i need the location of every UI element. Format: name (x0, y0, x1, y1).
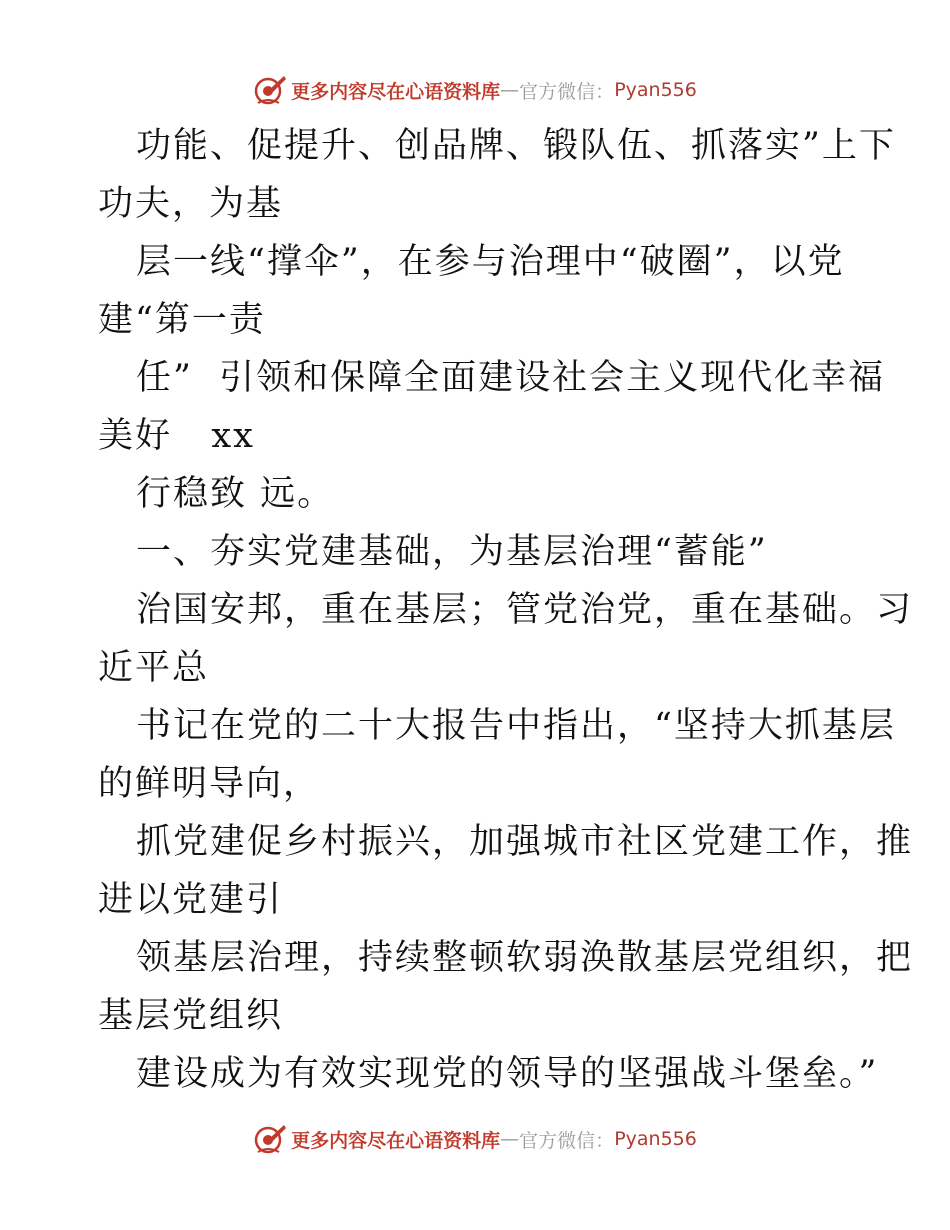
body-line: 建设成为有效实现党的领导的坚强战斗堡垒。” (136, 1054, 879, 1094)
pen-logo-icon (253, 73, 287, 107)
body-line: 进以党建引 (98, 880, 284, 920)
pen-logo-icon (253, 1122, 287, 1156)
footer-banner (0, 1119, 950, 1159)
banner-contact-label: 官方微信： (519, 1129, 615, 1152)
body-line: 任” 引领和保障全面建设社会主义现代化幸福 (136, 358, 886, 398)
body-line: 书记在党的二十大报告中指出，“坚持大抓基层 (136, 706, 896, 746)
body-line: 行稳致 远。 (136, 474, 335, 514)
body-line: 治国安邦，重在基层；管党治党，重在基础。习 (136, 590, 914, 630)
banner-dash: — (500, 79, 520, 101)
body-line: 功能、促提升、创品牌、锻队伍、抓落实”上下 (136, 126, 896, 166)
banner-account-id: Pyan556 (614, 79, 697, 101)
banner-main-text: 更多内容尽在心语资料库 (291, 1129, 501, 1152)
body-line: 的鲜明导向， (98, 764, 321, 804)
header-banner (0, 70, 950, 110)
section-heading: 一、夯实党建基础，为基层治理“蓄能” (136, 532, 768, 572)
banner-contact-label: 官方微信： (519, 80, 615, 103)
body-line: 抓党建促乡村振兴，加强城市社区党建工作，推 (136, 822, 914, 862)
banner-account-id: Pyan556 (614, 1128, 697, 1150)
body-line: 领基层治理，持续整顿软弱涣散基层党组织，把 (136, 938, 914, 978)
banner-main-text: 更多内容尽在心语资料库 (291, 80, 501, 103)
body-line: 美好 xx (98, 416, 255, 456)
body-line: 基层党组织 (98, 996, 284, 1036)
body-line: 功夫，为基 (98, 184, 284, 224)
banner-dash: — (500, 1128, 520, 1150)
body-line: 层一线“撑伞”，在参与治理中“破圈”，以党 (136, 242, 845, 282)
body-line: 近平总 (98, 648, 210, 688)
body-line: 建“第一责 (98, 300, 266, 340)
